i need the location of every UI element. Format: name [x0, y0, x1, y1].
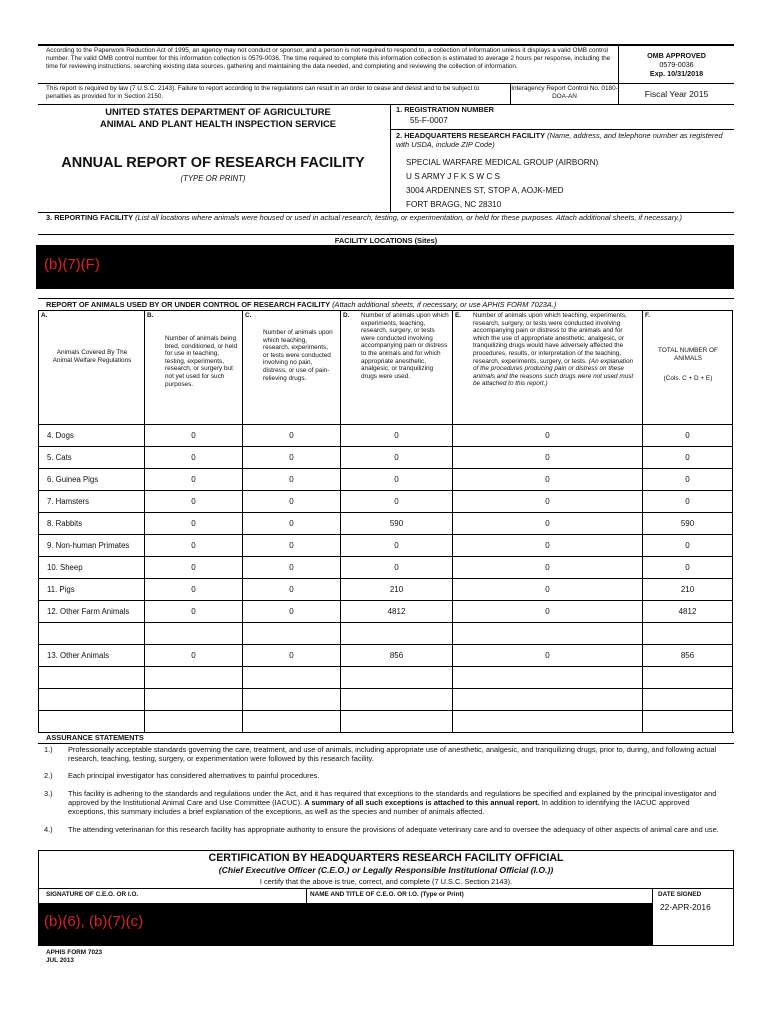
- col-e-cell: 0: [453, 557, 643, 579]
- col-c-cell: 0: [243, 513, 341, 535]
- headquarters-address: [406, 156, 598, 212]
- headquarters-line: FORT BRAGG, NC 28310: [406, 200, 502, 209]
- col-f-formula: (Cols. C + D + E): [663, 375, 713, 382]
- col-b-cell: 0: [145, 425, 243, 447]
- col-d-text: Number of animals upon which experiments, teaching, research, surgery, or tests were conducted involving accompanying pain or distress to the animals and for which appropriate anesthetic, analgesic, or tranquilizing drugs were used.: [361, 312, 449, 380]
- col-f-header: [643, 311, 733, 425]
- table-row: [39, 711, 733, 733]
- reporting-note: (List all locations where animals were housed or used in actual research, testing, or experimentation, or held for these purposes. Attach additional sheets, if necessary.): [135, 213, 682, 222]
- col-c-cell: [243, 623, 341, 645]
- col-e-cell: 0: [453, 447, 643, 469]
- interagency-text: Interagency Report Control No. 0180-DOA-AN: [511, 85, 618, 100]
- headquarters-label: 2. HEADQUARTERS RESEARCH FACILITY: [396, 131, 546, 140]
- animal-name-cell: 6. Guinea Pigs: [39, 469, 145, 491]
- assurance-text-bold: A summary of all such exceptions is attached to this annual report.: [304, 798, 540, 807]
- col-b-cell: [145, 667, 243, 689]
- col-d-cell: [341, 667, 453, 689]
- col-e-cell: 0: [453, 645, 643, 667]
- col-b-cell: 0: [145, 601, 243, 623]
- omb-number: 0579-0036: [659, 60, 694, 69]
- locations-rule: [38, 234, 734, 235]
- col-letter: C.: [245, 312, 252, 319]
- animals-table: [38, 310, 733, 733]
- col-e-cell: 0: [453, 425, 643, 447]
- col-f-cell: 590: [643, 513, 733, 535]
- redaction-code: (b)(7)(F): [44, 256, 100, 273]
- assurance-text-block: [68, 789, 726, 816]
- col-d-cell: 0: [341, 425, 453, 447]
- assurance-num: 3.): [44, 789, 53, 798]
- col-e-cell: [453, 711, 643, 733]
- assurance-num: 4.): [44, 825, 53, 834]
- col-letter: E.: [455, 312, 462, 319]
- headquarters-line: 3004 ARDENNES ST, STOP A, AOJK-MED: [406, 186, 564, 195]
- animal-name-cell: 4. Dogs: [39, 425, 145, 447]
- agency-line-1: UNITED STATES DEPARTMENT OF AGRICULTURE: [105, 106, 331, 117]
- date-signed-label: DATE SIGNED: [658, 891, 702, 898]
- col-d-header: [341, 311, 453, 425]
- assurance-num: 1.): [44, 745, 53, 754]
- col-b-cell: [145, 623, 243, 645]
- col-c-cell: 0: [243, 601, 341, 623]
- col-d-cell: [341, 689, 453, 711]
- headquarters-line: U S ARMY J F K S W C S: [406, 172, 501, 181]
- col-letter: A.: [41, 312, 48, 319]
- table-row: [39, 645, 733, 667]
- date-signed-value: 22-APR-2016: [660, 902, 711, 912]
- col-e-cell: 0: [453, 513, 643, 535]
- col-d-cell: 0: [341, 491, 453, 513]
- assurance-text: Each principal investigator has considered alternatives to painful procedures.: [68, 771, 320, 780]
- paperwork-notice: According to the Paperwork Reduction Act of 1995, an agency may not conduct or sponsor, and a person is not required to respond to, a collection of information unless it displays a valid OMB control number. The valid OMB control number for this information collection is 0579-0036. The time required to complete this information collection is estimated to average 2 hours per response, including the time for reviewing instructions, searching existing data sources, gathering and maintaining the data needed, and completing and reviewing the collection of information.: [46, 47, 611, 70]
- table-row: [39, 491, 733, 513]
- col-b-cell: [145, 711, 243, 733]
- col-f-cell: 0: [643, 425, 733, 447]
- col-c-cell: 0: [243, 535, 341, 557]
- header-rule-3: [38, 104, 734, 105]
- redaction-block-signature: [38, 903, 652, 946]
- col-d-cell: 0: [341, 535, 453, 557]
- animal-rows: [39, 425, 733, 733]
- assurance-text: In addition to identifying the IACUC approved exceptions, this summary includes a brief explanation of the exceptions, as well as the species and number of animals affected.: [68, 798, 690, 816]
- animal-name-cell: [39, 689, 145, 711]
- col-d-cell: 0: [341, 557, 453, 579]
- col-f-cell: [643, 667, 733, 689]
- col-b-cell: 0: [145, 447, 243, 469]
- animal-name-cell: 8. Rabbits: [39, 513, 145, 535]
- table-row: [39, 557, 733, 579]
- report-title-block: [46, 300, 732, 309]
- table-row: [39, 447, 733, 469]
- col-f-cell: [643, 689, 733, 711]
- signature-divider: [306, 888, 307, 904]
- table-row: [39, 535, 733, 557]
- cert-bottom-rule: [652, 945, 734, 946]
- animal-name-cell: 11. Pigs: [39, 579, 145, 601]
- certification-statement: I certify that the above is true, correct, and complete (7 U.S.C. Section 2143).: [259, 877, 513, 886]
- omb-approved: OMB APPROVED: [647, 51, 706, 60]
- col-e-text: Number of animals upon which teaching, experiments, research, surgery, or tests were conducted involving accompanying pain or distress to the animals and for which the use of appropriate anesthetic, analgesic, or tranquilizing drugs would have adversely affected the procedures, results, or interpretation of the teaching, research, experiments, surgery, or tests.: [473, 312, 627, 365]
- animal-name-cell: 13. Other Animals: [39, 645, 145, 667]
- animal-name-cell: 9. Non-human Primates: [39, 535, 145, 557]
- reporting-label-block: [46, 213, 730, 222]
- col-c-cell: [243, 711, 341, 733]
- omb-box: [618, 46, 734, 83]
- col-f-cell: 856: [643, 645, 733, 667]
- col-f-text: TOTAL NUMBER OF ANIMALS: [658, 347, 718, 362]
- table-row: [39, 469, 733, 491]
- animal-name-cell: 7. Hamsters: [39, 491, 145, 513]
- col-e-italic: (An explanation of the procedures producing pain or distress on these animals and the reasons such drugs were not used must be attached to this report.): [473, 357, 634, 388]
- animal-name-cell: 10. Sheep: [39, 557, 145, 579]
- col-f-cell: 0: [643, 557, 733, 579]
- col-d-cell: 0: [341, 447, 453, 469]
- col-f-cell: [643, 623, 733, 645]
- right-panel-divider: [390, 104, 391, 212]
- table-row: [39, 513, 733, 535]
- col-e-cell: 0: [453, 601, 643, 623]
- col-b-header: [145, 311, 243, 425]
- signature-label: SIGNATURE OF C.E.O. OR I.O.: [46, 891, 139, 898]
- col-e-cell: 0: [453, 579, 643, 601]
- col-c-cell: [243, 689, 341, 711]
- headquarters-note: (Name, address, and telephone number as registered with USDA, include ZIP Code): [396, 131, 723, 149]
- table-header-row: [39, 311, 733, 425]
- table-row: [39, 425, 733, 447]
- col-f-cell: [643, 711, 733, 733]
- animal-name-cell: [39, 667, 145, 689]
- facility-locations-header: FACILITY LOCATIONS (Sites): [334, 236, 438, 245]
- col-c-cell: 0: [243, 425, 341, 447]
- table-row: [39, 689, 733, 711]
- assurance-rule: [38, 743, 734, 744]
- col-c-cell: 0: [243, 469, 341, 491]
- animal-name-cell: [39, 711, 145, 733]
- signature-rule: [38, 888, 734, 889]
- date-divider: [652, 888, 653, 946]
- assurance-text: The attending veterinarian for this research facility has appropriate authority to ensure the provisions of adequate veterinary care and to oversee the adequacy of other aspects of animal care and use.: [68, 825, 719, 834]
- col-d-cell: [341, 623, 453, 645]
- report-rule: [38, 298, 734, 299]
- col-d-cell: 4812: [341, 601, 453, 623]
- col-d-cell: 856: [341, 645, 453, 667]
- col-c-text: Number of animals upon which teaching, research, experiments, or tests were conducted involving no pain, distress, or use of pain-relieving drugs.: [263, 329, 333, 382]
- col-a-text: Animals Covered By The Animal Welfare Regulations: [52, 349, 132, 364]
- assurance-text: This facility is adhering to the standards and regulations under the Act, and it has required that exceptions to the standards and regulations be specified and explained by the principal investigator and approved by the Institutional Animal Care and Use Committee (IACUC).: [68, 789, 717, 807]
- col-d-cell: 590: [341, 513, 453, 535]
- table-row: [39, 667, 733, 689]
- interagency-control: [510, 84, 618, 104]
- col-e-cell: [453, 689, 643, 711]
- table-row: [39, 623, 733, 645]
- col-e-cell: [453, 667, 643, 689]
- form-title: ANNUAL REPORT OF RESEARCH FACILITY: [61, 155, 365, 171]
- col-d-cell: [341, 711, 453, 733]
- agency-line-2: ANIMAL AND PLANT HEALTH INSPECTION SERVICE: [99, 118, 337, 129]
- registration-value: 55-F-0007: [410, 116, 448, 125]
- registration-rule: [390, 129, 734, 130]
- report-title-note: (Attach additional sheets, if necessary, or use APHIS FORM 7023A.): [332, 300, 557, 309]
- animal-name-cell: 5. Cats: [39, 447, 145, 469]
- animal-name-cell: [39, 623, 145, 645]
- col-b-cell: 0: [145, 645, 243, 667]
- col-b-cell: 0: [145, 513, 243, 535]
- col-e-cell: [453, 623, 643, 645]
- col-b-cell: 0: [145, 579, 243, 601]
- col-b-text: Number of animals being bred, conditioned, or held for use in teaching, testing, experiments, research, or surgery but not yet used for such purposes.: [165, 335, 238, 388]
- registration-label: 1. REGISTRATION NUMBER: [396, 105, 494, 114]
- form-id: APHIS FORM 7023: [46, 949, 103, 956]
- col-f-cell: 0: [643, 535, 733, 557]
- redaction-code: (b)(6), (b)(7)(c): [44, 913, 144, 930]
- col-d-cell: 210: [341, 579, 453, 601]
- col-e-header: [453, 311, 643, 425]
- fiscal-year: Fiscal Year 2015: [618, 84, 734, 104]
- col-f-cell: 0: [643, 469, 733, 491]
- col-b-cell: 0: [145, 469, 243, 491]
- headquarters-label-block: [396, 131, 726, 149]
- col-e-cell: 0: [453, 491, 643, 513]
- headquarters-line: SPECIAL WARFARE MEDICAL GROUP (AIRBORN): [406, 158, 599, 167]
- col-letter: F.: [645, 312, 650, 319]
- col-d-cell: 0: [341, 469, 453, 491]
- col-f-cell: 4812: [643, 601, 733, 623]
- form-date: JUL 2013: [46, 957, 74, 964]
- col-c-header: [243, 311, 341, 425]
- form-subtitle: (TYPE OR PRINT): [180, 174, 246, 183]
- col-e-text-block: [473, 312, 639, 388]
- name-title-label: NAME AND TITLE OF C.E.O. OR I.O. (Type or Print): [310, 891, 464, 898]
- col-b-cell: [145, 689, 243, 711]
- col-f-cell: 210: [643, 579, 733, 601]
- col-a-header: [39, 311, 145, 425]
- col-c-cell: [243, 667, 341, 689]
- col-b-cell: 0: [145, 491, 243, 513]
- col-c-cell: 0: [243, 491, 341, 513]
- col-e-cell: 0: [453, 469, 643, 491]
- table-row: [39, 579, 733, 601]
- law-notice: This report is required by law (7 U.S.C. 2143). Failure to report according to the regulations can result in an order to cease and desist and to be subject to penalties as provided for in Section 2150.: [46, 85, 480, 100]
- redaction-block-locations: [36, 245, 734, 289]
- col-f-cell: 0: [643, 491, 733, 513]
- omb-exp: Exp. 10/31/2018: [649, 69, 704, 78]
- assurance-num: 2.): [44, 771, 53, 780]
- table-row: [39, 601, 733, 623]
- assurance-title: ASSURANCE STATEMENTS: [46, 733, 144, 742]
- report-title: REPORT OF ANIMALS USED BY OR UNDER CONTROL OF RESEARCH FACILITY: [46, 300, 331, 309]
- col-letter: D.: [343, 312, 350, 319]
- certification-subtitle: (Chief Executive Officer (C.E.O.) or Legally Responsible Institutional Official (I.O.)): [218, 865, 554, 875]
- col-b-cell: 0: [145, 535, 243, 557]
- assurance-text: Professionally acceptable standards governing the care, treatment, and use of animals, including appropriate use of anesthetic, analgesic, and tranquilizing drugs, prior to, during, and following actual research, teaching, testing, surgery, or experimentation were followed by this research facility.: [68, 745, 717, 763]
- col-c-cell: 0: [243, 447, 341, 469]
- animal-name-cell: 12. Other Farm Animals: [39, 601, 145, 623]
- col-letter: B.: [147, 312, 154, 319]
- certification-title: CERTIFICATION BY HEADQUARTERS RESEARCH FACILITY OFFICIAL: [208, 852, 564, 864]
- col-c-cell: 0: [243, 579, 341, 601]
- col-c-cell: 0: [243, 645, 341, 667]
- col-f-cell: 0: [643, 447, 733, 469]
- col-c-cell: 0: [243, 557, 341, 579]
- col-e-cell: 0: [453, 535, 643, 557]
- col-b-cell: 0: [145, 557, 243, 579]
- reporting-label: 3. REPORTING FACILITY: [46, 213, 134, 222]
